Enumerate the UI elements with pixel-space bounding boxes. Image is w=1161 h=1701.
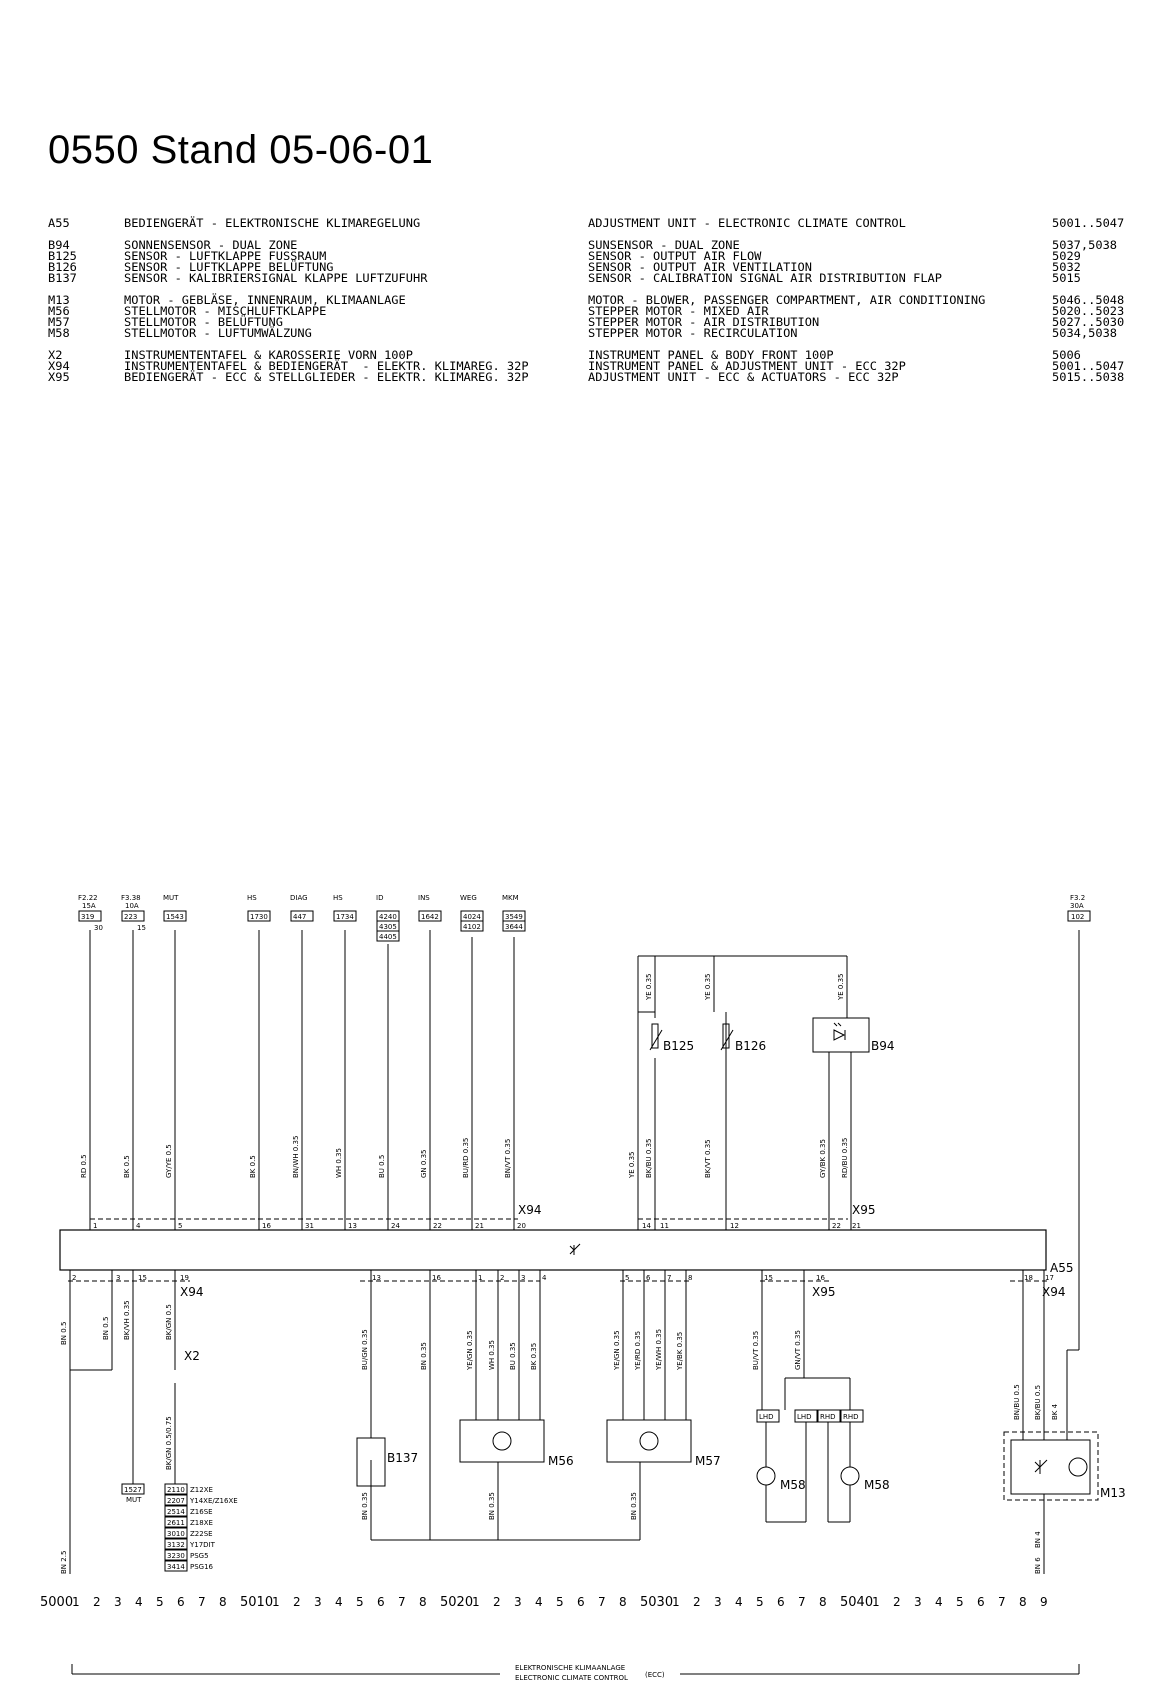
terminal-ref: 4305 bbox=[379, 923, 397, 931]
ruler-minor: 1 bbox=[672, 1595, 680, 1609]
terminal-label: MUT bbox=[126, 1496, 142, 1504]
connector-pin: 14 bbox=[642, 1222, 651, 1230]
m13-label: M13 bbox=[1100, 1486, 1126, 1500]
legend-code: B94 bbox=[48, 238, 70, 252]
terminal-ref: 4240 bbox=[379, 913, 397, 921]
wire-label: YE/WH 0.35 bbox=[655, 1328, 663, 1370]
wire-label: GN 0.35 bbox=[420, 1149, 428, 1178]
terminal-rating: 15A bbox=[82, 902, 96, 910]
engine-name: Z22SE bbox=[190, 1530, 213, 1538]
a55-unit-box bbox=[60, 1230, 1046, 1270]
ruler-minor: 2 bbox=[893, 1595, 901, 1609]
terminal-pin: 30 bbox=[94, 924, 103, 932]
terminal-label: MUT bbox=[163, 894, 179, 902]
connector-pin: 6 bbox=[646, 1274, 651, 1282]
wire-label: YE 0.35 bbox=[704, 973, 712, 1000]
m56-motor-box bbox=[460, 1420, 544, 1462]
wire-label: BU/VT 0.35 bbox=[752, 1330, 760, 1370]
engine-name: Y14XE/Z16XE bbox=[190, 1497, 238, 1505]
legend-reference: 5032 bbox=[1052, 260, 1081, 274]
connector-pin: 16 bbox=[816, 1274, 825, 1282]
connector-pin: 1 bbox=[93, 1222, 98, 1230]
ruler-minor: 4 bbox=[335, 1595, 343, 1609]
legend-english: INSTRUMENT PANEL & BODY FRONT 100P bbox=[588, 348, 834, 362]
connector-pin: 2 bbox=[500, 1274, 505, 1282]
ruler-minor: 4 bbox=[535, 1595, 543, 1609]
wire-label: BN 0.5 bbox=[60, 1321, 68, 1345]
wire-label: GN/VT 0.35 bbox=[794, 1330, 802, 1370]
wire-label: WH 0.35 bbox=[488, 1340, 496, 1370]
connector-pin: 21 bbox=[852, 1222, 861, 1230]
diagram-lines bbox=[60, 930, 1098, 1674]
terminal-label: F2.22 bbox=[78, 894, 98, 902]
ruler-minor: 5 bbox=[356, 1595, 364, 1609]
ruler-minor: 5 bbox=[556, 1595, 564, 1609]
terminal-label: HS bbox=[247, 894, 257, 902]
x94-bottom-label: X94 bbox=[180, 1285, 204, 1299]
connector-pin: 2 bbox=[72, 1274, 77, 1282]
connector-pin: 16 bbox=[432, 1274, 441, 1282]
b94-photodiode-symbol bbox=[834, 1023, 845, 1040]
m57-label: M57 bbox=[695, 1454, 721, 1468]
connector-pin: 20 bbox=[517, 1222, 526, 1230]
x2-label: X2 bbox=[184, 1349, 200, 1363]
legend-german: BEDIENGERÄT - ECC & STELLGLIEDER - ELEKTR. KLIMAREG. 32P bbox=[124, 370, 529, 384]
terminal-rating: 30A bbox=[1070, 902, 1084, 910]
wire-label: YE/GN 0.35 bbox=[613, 1330, 621, 1370]
legend-code: B125 bbox=[48, 249, 77, 263]
connector-pin: 11 bbox=[660, 1222, 669, 1230]
engine-code: 2110 bbox=[167, 1486, 185, 1494]
legend-reference: 5001..5047 bbox=[1052, 359, 1125, 373]
wire-label: RD 0.5 bbox=[80, 1154, 88, 1178]
ruler-minor: 7 bbox=[998, 1595, 1006, 1609]
engine-name: PSG16 bbox=[190, 1563, 213, 1571]
m13-motor-symbol bbox=[1069, 1458, 1087, 1476]
terminal-label: MKM bbox=[502, 894, 519, 902]
wire-label: BU/RD 0.35 bbox=[462, 1137, 470, 1178]
rhd-label: RHD bbox=[843, 1413, 859, 1421]
wire-label: BK 0.35 bbox=[530, 1342, 538, 1370]
m56-motor-symbol bbox=[493, 1432, 511, 1450]
legend-reference: 5006 bbox=[1052, 348, 1081, 362]
terminal-ref: 1527 bbox=[124, 1486, 142, 1494]
connector-pin: 8 bbox=[688, 1274, 693, 1282]
lhd-label: LHD bbox=[797, 1413, 812, 1421]
wire-label: BN 0.35 bbox=[488, 1492, 496, 1520]
legend-reference: 5034,5038 bbox=[1052, 326, 1118, 340]
terminal-ref: 1730 bbox=[250, 913, 268, 921]
legend-reference: 5001..5047 bbox=[1052, 216, 1125, 230]
wire-label: BK/BU 0.5 bbox=[1034, 1384, 1042, 1420]
legend-english: SENSOR - OUTPUT AIR VENTILATION bbox=[588, 260, 812, 274]
ruler-minor: 8 bbox=[1019, 1595, 1027, 1609]
terminal-ref: 1734 bbox=[336, 913, 354, 921]
ruler-minor: 8 bbox=[619, 1595, 627, 1609]
wire-label: BK 0.5 bbox=[249, 1155, 257, 1178]
engine-name: Z12XE bbox=[190, 1486, 213, 1494]
legend-german: SENSOR - LUFTKLAPPE FUSSRAUM bbox=[124, 249, 327, 263]
ruler-minor: 5 bbox=[156, 1595, 164, 1609]
wire-label: BN 0.5 bbox=[102, 1316, 110, 1340]
wire-label: BK 0.5 bbox=[123, 1155, 131, 1178]
connector-pin: 19 bbox=[180, 1274, 189, 1282]
wire-label: GY/BK 0.35 bbox=[819, 1139, 827, 1178]
m58b-label: M58 bbox=[864, 1478, 890, 1492]
ruler-minor: 9 bbox=[1040, 1595, 1048, 1609]
ruler-minor: 8 bbox=[419, 1595, 427, 1609]
x95-bottom-label: X95 bbox=[812, 1285, 836, 1299]
terminal-ref: 4102 bbox=[463, 923, 481, 931]
legend-reference: 5029 bbox=[1052, 249, 1081, 263]
a55-label: A55 bbox=[1050, 1261, 1074, 1275]
connector-pin: 13 bbox=[348, 1222, 357, 1230]
x94-right-label: X94 bbox=[1042, 1285, 1066, 1299]
footer-german: ELEKTRONISCHE KLIMAANLAGE bbox=[515, 1664, 626, 1672]
wire-label: BN 0.35 bbox=[630, 1492, 638, 1520]
legend-german: INSTRUMENTENTAFEL & BEDIENGERÄT - ELEKTR. KLIMAREG. 32P bbox=[124, 359, 529, 373]
b94-label: B94 bbox=[871, 1039, 895, 1053]
legend-code: M56 bbox=[48, 304, 70, 318]
m58a-label: M58 bbox=[780, 1478, 806, 1492]
b137-label: B137 bbox=[387, 1451, 419, 1465]
connector-pin: 17 bbox=[1045, 1274, 1054, 1282]
ruler-minor: 3 bbox=[314, 1595, 322, 1609]
connector-pin: 24 bbox=[391, 1222, 400, 1230]
ruler-minor: 3 bbox=[714, 1595, 722, 1609]
legend-english: ADJUSTMENT UNIT - ECC & ACTUATORS - ECC 32P bbox=[588, 370, 899, 384]
wire-label: YE 0.35 bbox=[628, 1151, 636, 1178]
m56-label: M56 bbox=[548, 1454, 574, 1468]
wire-label: YE/BK 0.35 bbox=[676, 1331, 684, 1370]
b126-label: B126 bbox=[735, 1039, 767, 1053]
wire-label: BU/GN 0.35 bbox=[361, 1329, 369, 1370]
ruler-minor: 2 bbox=[493, 1595, 501, 1609]
connector-pin: 4 bbox=[136, 1222, 141, 1230]
legend-code: B137 bbox=[48, 271, 77, 285]
m57-motor-symbol bbox=[640, 1432, 658, 1450]
ruler-minor: 6 bbox=[177, 1595, 185, 1609]
ruler-minor: 7 bbox=[798, 1595, 806, 1609]
legend-code: B126 bbox=[48, 260, 77, 274]
connector-pin: 21 bbox=[475, 1222, 484, 1230]
legend-code: M57 bbox=[48, 315, 70, 329]
wire-label: WH 0.35 bbox=[335, 1148, 343, 1178]
legend-code: X94 bbox=[48, 359, 70, 373]
m57-motor-box bbox=[607, 1420, 691, 1462]
legend-german: INSTRUMENTENTAFEL & KAROSSERIE VORN 100P bbox=[124, 348, 413, 362]
ruler-minor: 1 bbox=[272, 1595, 280, 1609]
wire-label: YE 0.35 bbox=[837, 973, 845, 1000]
legend-german: SENSOR - KALIBRIERSIGNAL KLAPPE LUFTZUFUHR bbox=[124, 271, 428, 285]
wire-label: BN/BU 0.5 bbox=[1013, 1384, 1021, 1420]
footer-abbr: (ECC) bbox=[645, 1671, 665, 1679]
connector-pin: 31 bbox=[305, 1222, 314, 1230]
legend-code: A55 bbox=[48, 216, 70, 230]
ruler-minor: 7 bbox=[598, 1595, 606, 1609]
ruler-minor: 2 bbox=[93, 1595, 101, 1609]
wire-label: BK/GN 0.5 bbox=[165, 1304, 173, 1340]
terminal-ref: 4405 bbox=[379, 933, 397, 941]
ruler-minor: 7 bbox=[198, 1595, 206, 1609]
legend-code: M58 bbox=[48, 326, 70, 340]
legend-german: STELLMOTOR - BELÜFTUNG bbox=[124, 315, 283, 329]
connector-pin: 15 bbox=[138, 1274, 147, 1282]
legend-english: SENSOR - OUTPUT AIR FLOW bbox=[588, 249, 762, 263]
connector-pin: 22 bbox=[433, 1222, 442, 1230]
legend-german: SONNENSENSOR - DUAL ZONE bbox=[124, 238, 298, 252]
ruler-minor: 7 bbox=[398, 1595, 406, 1609]
terminal-label: F3.2 bbox=[1070, 894, 1086, 902]
legend-reference: 5015 bbox=[1052, 271, 1081, 285]
legend-reference: 5046..5048 bbox=[1052, 293, 1125, 307]
wire-label: BN/WH 0.35 bbox=[292, 1135, 300, 1178]
m58a-motor-symbol bbox=[757, 1467, 775, 1485]
terminal-ref: 319 bbox=[81, 913, 95, 921]
ruler-major: 5040 bbox=[840, 1595, 874, 1610]
legend-reference: 5020..5023 bbox=[1052, 304, 1125, 318]
ruler-minor: 1 bbox=[872, 1595, 880, 1609]
engine-name: Y17DIT bbox=[190, 1541, 215, 1549]
legend-english: SUNSENSOR - DUAL ZONE bbox=[588, 238, 740, 252]
m13-motor-box bbox=[1011, 1440, 1090, 1494]
terminal-ref: 1543 bbox=[166, 913, 184, 921]
ruler-major: 5030 bbox=[640, 1595, 674, 1610]
connector-pin: 5 bbox=[625, 1274, 630, 1282]
ruler-major: 5000 bbox=[40, 1595, 74, 1610]
connector-pin: 22 bbox=[832, 1222, 841, 1230]
connector-pin: 13 bbox=[372, 1274, 381, 1282]
rhd-label: RHD bbox=[820, 1413, 836, 1421]
terminal-rating: 10A bbox=[125, 902, 139, 910]
ruler-minor: 3 bbox=[114, 1595, 122, 1609]
terminal-pin: 15 bbox=[137, 924, 146, 932]
lhd-label: LHD bbox=[759, 1413, 774, 1421]
ruler-minor: 2 bbox=[693, 1595, 701, 1609]
wire-label: BN 6 bbox=[1034, 1557, 1042, 1574]
connector-pin: 18 bbox=[1024, 1274, 1033, 1282]
engine-name: Z18XE bbox=[190, 1519, 213, 1527]
wire-label: BN/VT 0.35 bbox=[504, 1138, 512, 1178]
terminal-label: DIAG bbox=[290, 894, 308, 902]
engine-code: 2611 bbox=[167, 1519, 185, 1527]
connector-pin: 7 bbox=[667, 1274, 672, 1282]
wire-label: RD/BU 0.35 bbox=[841, 1137, 849, 1178]
terminal-label: ID bbox=[376, 894, 384, 902]
legend-reference: 5015..5038 bbox=[1052, 370, 1125, 384]
terminal-ref: 102 bbox=[1071, 913, 1085, 921]
terminal-ref: 223 bbox=[124, 913, 138, 921]
connector-pin: 12 bbox=[730, 1222, 739, 1230]
footer-english: ELECTRONIC CLIMATE CONTROL bbox=[515, 1674, 628, 1682]
legend-code: X2 bbox=[48, 348, 63, 362]
legend-german: BEDIENGERÄT - ELEKTRONISCHE KLIMAREGELUNG bbox=[124, 216, 421, 230]
ruler-minor: 1 bbox=[72, 1595, 80, 1609]
connector-pin: 5 bbox=[178, 1222, 183, 1230]
legend-reference: 5037,5038 bbox=[1052, 238, 1118, 252]
terminal-ref: 447 bbox=[293, 913, 307, 921]
legend-english: STEPPER MOTOR - AIR DISTRIBUTION bbox=[588, 315, 820, 329]
legend-german: STELLMOTOR - MISCHLUFTKLAPPE bbox=[124, 304, 327, 318]
wire-label: BK/VH 0.35 bbox=[123, 1300, 131, 1340]
ruler-minor: 4 bbox=[735, 1595, 743, 1609]
terminal-ref: 4024 bbox=[463, 913, 481, 921]
legend-german: SENSOR - LUFTKLAPPE BELÜFTUNG bbox=[124, 260, 334, 274]
wire-label: BN 0.35 bbox=[361, 1492, 369, 1520]
connector-pin: 15 bbox=[764, 1274, 773, 1282]
ruler-minor: 2 bbox=[293, 1595, 301, 1609]
a55-symbol bbox=[570, 1244, 580, 1255]
b125-label: B125 bbox=[663, 1039, 695, 1053]
connector-pin: 1 bbox=[478, 1274, 483, 1282]
engine-name: Z16SE bbox=[190, 1508, 213, 1516]
connector-pin: 3 bbox=[521, 1274, 526, 1282]
wire-label: BK 4 bbox=[1051, 1403, 1059, 1420]
page-title: 0550 Stand 05-06-01 bbox=[48, 128, 434, 172]
ruler-minor: 5 bbox=[956, 1595, 964, 1609]
legend-code: X95 bbox=[48, 370, 70, 384]
terminal-label: INS bbox=[418, 894, 430, 902]
wire-label: BK/GN 0.5/0.75 bbox=[165, 1416, 173, 1470]
x94-top-label: X94 bbox=[518, 1203, 542, 1217]
terminal-ref: 3644 bbox=[505, 923, 523, 931]
terminal-label: WEG bbox=[460, 894, 477, 902]
wire-label: BN 4 bbox=[1034, 1531, 1042, 1548]
wire-label: BU 0.5 bbox=[378, 1154, 386, 1178]
ruler-major: 5010 bbox=[240, 1595, 274, 1610]
legend-english: ADJUSTMENT UNIT - ELECTRONIC CLIMATE CONTROL bbox=[588, 216, 906, 230]
connector-pin: 16 bbox=[262, 1222, 271, 1230]
legend-german: STELLMOTOR - LUFTUMWÄLZUNG bbox=[124, 326, 312, 340]
ruler-minor: 3 bbox=[514, 1595, 522, 1609]
legend-code: M13 bbox=[48, 293, 70, 307]
ruler-minor: 8 bbox=[819, 1595, 827, 1609]
engine-code: 2514 bbox=[167, 1508, 185, 1516]
ruler-minor: 6 bbox=[777, 1595, 785, 1609]
ruler-minor: 6 bbox=[577, 1595, 585, 1609]
wire-label: BK/VT 0.35 bbox=[704, 1139, 712, 1178]
engine-code: 3010 bbox=[167, 1530, 185, 1538]
engine-code: 3414 bbox=[167, 1563, 185, 1571]
engine-code: 3230 bbox=[167, 1552, 185, 1560]
legend-english: SENSOR - CALIBRATION SIGNAL AIR DISTRIBUTION FLAP bbox=[588, 271, 943, 285]
terminal-label: F3.38 bbox=[121, 894, 141, 902]
engine-name: PSG5 bbox=[190, 1552, 209, 1560]
ruler-minor: 3 bbox=[914, 1595, 922, 1609]
ruler-major: 5020 bbox=[440, 1595, 474, 1610]
connector-pin: 4 bbox=[542, 1274, 547, 1282]
terminal-label: HS bbox=[333, 894, 343, 902]
wire-label: YE/GN 0.35 bbox=[466, 1330, 474, 1370]
ruler-minor: 6 bbox=[377, 1595, 385, 1609]
wire-label: BN 2.5 bbox=[60, 1550, 68, 1574]
wire-label: BK/BU 0.35 bbox=[645, 1138, 653, 1178]
connector-pin: 3 bbox=[116, 1274, 121, 1282]
diagram-labels bbox=[40, 894, 1126, 1682]
legend-german: MOTOR - GEBLÄSE, INNENRAUM, KLIMAANLAGE bbox=[124, 293, 406, 307]
wire-label: BN 0.35 bbox=[420, 1342, 428, 1370]
wire-label: YE/RD 0.35 bbox=[634, 1330, 642, 1370]
legend-reference: 5027..5030 bbox=[1052, 315, 1125, 329]
ruler-minor: 4 bbox=[135, 1595, 143, 1609]
ruler-minor: 5 bbox=[756, 1595, 764, 1609]
b94-sensor-box bbox=[813, 1018, 869, 1052]
ruler-minor: 8 bbox=[219, 1595, 227, 1609]
legend-english: STEPPER MOTOR - MIXED AIR bbox=[588, 304, 769, 318]
x95-top-label: X95 bbox=[852, 1203, 876, 1217]
wire-label: YE 0.35 bbox=[645, 973, 653, 1000]
ruler-minor: 4 bbox=[935, 1595, 943, 1609]
terminal-ref: 1642 bbox=[421, 913, 439, 921]
terminal-ref: 3549 bbox=[505, 913, 523, 921]
wire-label: BU 0.35 bbox=[509, 1342, 517, 1370]
legend-english: MOTOR - BLOWER, PASSENGER COMPARTMENT, AIR CONDITIONING bbox=[588, 293, 986, 307]
ruler-minor: 6 bbox=[977, 1595, 985, 1609]
legend-english: INSTRUMENT PANEL & ADJUSTMENT UNIT - ECC 32P bbox=[588, 359, 906, 373]
m58b-motor-symbol bbox=[841, 1467, 859, 1485]
wire-label: GY/YE 0.5 bbox=[165, 1144, 173, 1178]
m13-dashed-enclosure bbox=[1004, 1432, 1098, 1500]
engine-code: 2207 bbox=[167, 1497, 185, 1505]
engine-code: 3132 bbox=[167, 1541, 185, 1549]
ruler-minor: 1 bbox=[472, 1595, 480, 1609]
legend-english: STEPPER MOTOR - RECIRCULATION bbox=[588, 326, 798, 340]
